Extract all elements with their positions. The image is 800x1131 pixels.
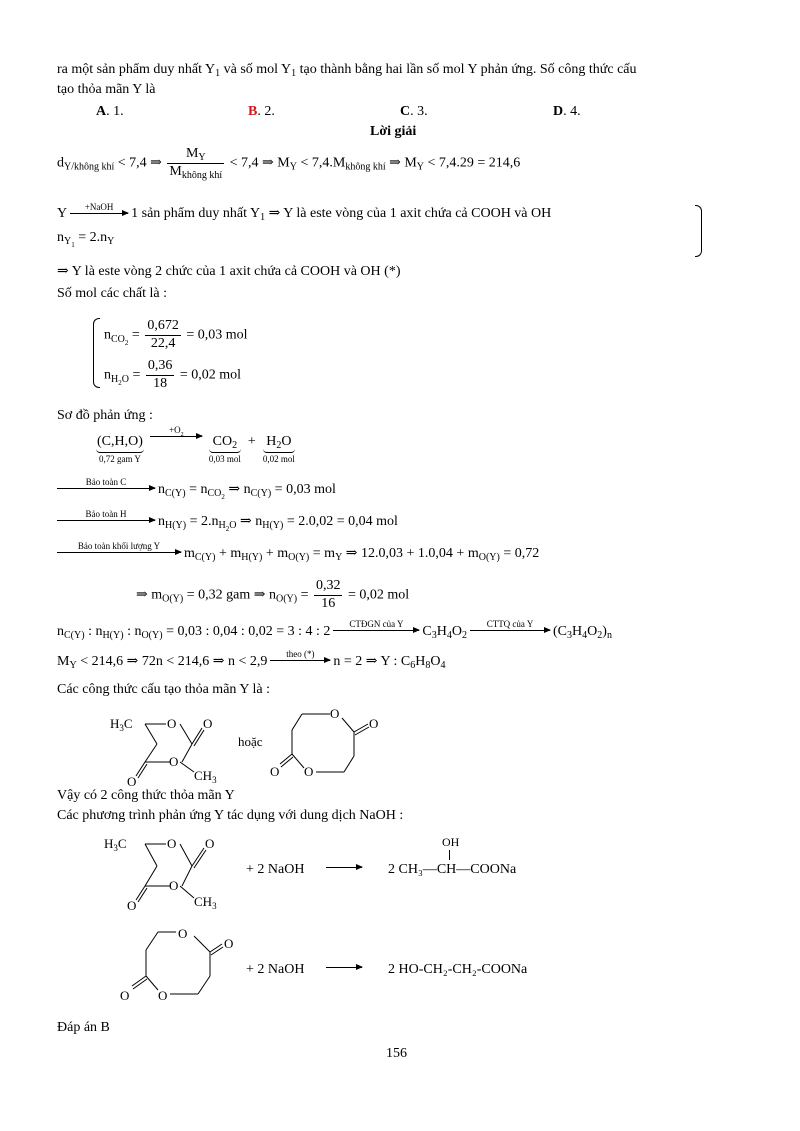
reaction-arrow-1 (323, 860, 363, 877)
svg-text:CH3: $CH_3$ (194, 894, 217, 911)
propiolactone-dimer-structure (280, 714, 369, 772)
answer: Đáp án B (57, 1020, 110, 1035)
reactant-dimer (90, 920, 250, 1010)
product-1: 2 CH₃—CH—COONa (388, 862, 517, 877)
svg-text:O: O (169, 754, 179, 769)
svg-text:O: O (167, 716, 177, 731)
svg-text:O: O (178, 926, 188, 941)
conservation-h: Bảo toàn H $n_{H(Y)} = 2.n_{H_2O}$ ⇒ $n_{H(Y)} = 2.0,02 = 0,04$ mol (57, 514, 398, 531)
mol-h2o: $n_{H_2O}$ = $\frac{0,36}{18}$ = 0,02 mol (104, 358, 242, 391)
svg-text:O: O (203, 716, 213, 731)
svg-text:O: O (127, 774, 137, 789)
product-2: 2 HO-CH₂-CH₂-COONa (388, 962, 528, 977)
svg-text:O: O (304, 764, 314, 779)
page-number: 156 (386, 1046, 407, 1061)
count-line: Vậy có 2 công thức thỏa mãn Y (57, 788, 235, 803)
mol-relation: $n_{Y_1} = 2.n_Y$ (57, 230, 115, 249)
reaction-scheme: (C,H,O) 0,72 gam Y +O $CO_2$ 0,03 mol + $H_2O$ 0,02 mol (97, 425, 295, 464)
reaction-arrow-2 (323, 960, 363, 977)
reagent-1: + 2 NaOH (246, 862, 305, 877)
svg-text:hoặc: hoặc (238, 734, 263, 749)
molar-mass-line: $M_Y < 214,6$ ⇒ 72n < 214,6 ⇒ n < 2,9 theo (*) n = 2 ⇒ Y : $C_6H_8O_4$ (57, 649, 446, 671)
ester-structures (90, 700, 450, 790)
right-brace (695, 205, 702, 257)
option-c: C. 3. (400, 104, 428, 119)
reagent-2: + 2 NaOH (246, 962, 305, 977)
naoh-reaction-line: Y +NaOH 1 sản phẩm duy nhất $Y_1$ ⇒ Y là este vòng của 1 axit chứa cả COOH và OH (57, 202, 552, 223)
density-equation: $d_{Y/không khí} < 7,4$ ⇒ $\frac{M_Y}{M_{không khí}}$ < 7,4 ⇒ $M_Y < 7,4.M_{không khí}$ ⇒ $M_Y < 7,4.29 = 214,6$ (57, 146, 521, 181)
solution-title: Lời giải (370, 124, 417, 139)
conclusion-line: ⇒ Y là este vòng 2 chức của 1 axit chứa cả COOH và OH (*) (57, 264, 401, 279)
left-brace (93, 318, 100, 388)
svg-text:O: O (270, 764, 280, 779)
svg-text:O: O (127, 898, 137, 913)
scheme-title: Sơ đồ phản ứng : (57, 408, 153, 423)
mol-co2: $n_{CO_2}$ = $\frac{0,672}{22,4}$ = 0,03 mol (104, 318, 248, 351)
conservation-c: Bảo toàn C $n_{C(Y)} = n_{CO_2}$ ⇒ $n_{C(Y)} = 0,03$ mol (57, 482, 336, 499)
option-a: A. 1. (96, 104, 124, 119)
svg-text:O: O (330, 706, 340, 721)
conservation-mass: Bảo toàn khối lượng Y $m_{C(Y)} + m_{H(Y)} + m_{O(Y)} = m_Y$ ⇒ $12.0,03 + 1.0,04 + m_{O(Y)} = 0,72$ (57, 546, 539, 563)
svg-text:H3C: $H_3C$ (110, 716, 133, 733)
ratio-line: $n_{C(Y)}$ : $n_{H(Y)}$ : $n_{O(Y)} = 0,03$ : 0,04 : 0,02 = 3 : 4 : 2 CTĐGN của Y $C_3H_4O_2$ CTTQ của Y $(C_3H_4O_2)_n$ (57, 619, 612, 641)
option-d: D. 4. (553, 104, 581, 119)
option-b: B. 2. (248, 104, 275, 119)
mol-title: Số mol các chất là : (57, 286, 168, 301)
svg-text:O: O (224, 936, 234, 951)
svg-text:O: O (167, 836, 177, 851)
reactant-lactide (90, 826, 250, 916)
svg-text:O: O (169, 878, 179, 893)
svg-text:O: O (120, 988, 130, 1003)
svg-text:O: O (205, 836, 215, 851)
svg-text:H3C: $H_3C$ (104, 836, 127, 853)
product-1-bond (449, 850, 450, 860)
reaction-title: Các phương trình phản ứng Y tác dụng với dung dịch NaOH : (57, 808, 404, 823)
oxygen-mass: ⇒ $m_{O(Y)} = 0,32$ gam ⇒ $n_{O(Y)}$ = $\frac{0,32}{16}$ = 0,02 mol (136, 578, 410, 611)
svg-text:O: O (158, 988, 168, 1003)
product-1-oh: OH (442, 835, 460, 849)
intro-line-2: tạo thỏa mãn Y là (57, 82, 156, 97)
svg-text:CH3: $CH_3$ (194, 768, 217, 785)
intro-line-1: ra một sản phẩm duy nhất $Y_1$ và số mol $Y_1$ tạo thành bằng hai lần số mol Y phản ứng. Số công thức cấu (57, 62, 637, 79)
structures-title: Các công thức cấu tạo thỏa mãn Y là : (57, 682, 270, 697)
svg-text:O: O (369, 716, 379, 731)
